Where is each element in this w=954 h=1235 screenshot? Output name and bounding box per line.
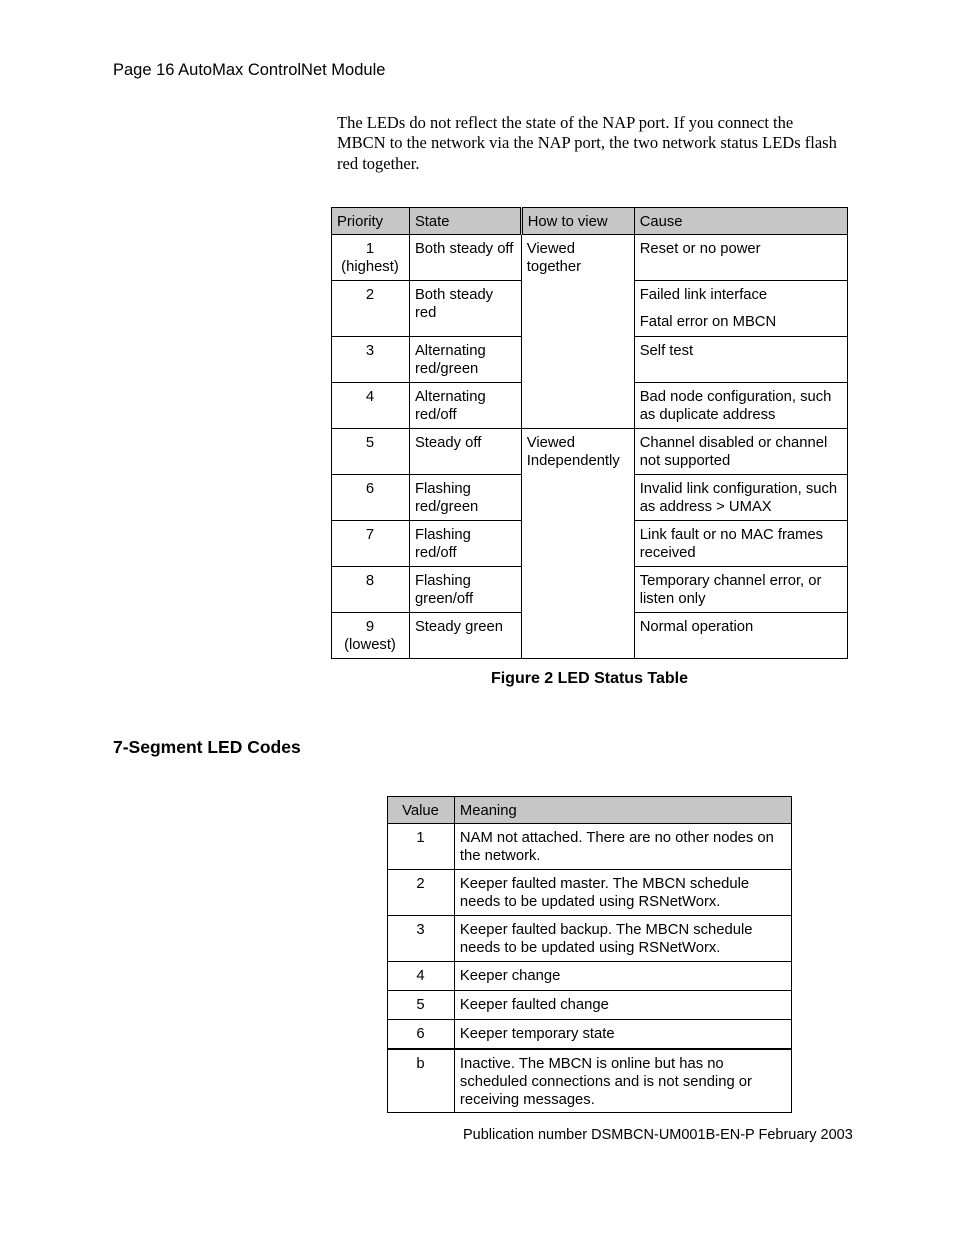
- meaning-cell: NAM not attached. There are no other nodes on the network.: [454, 824, 791, 870]
- led-status-table: [331, 207, 848, 659]
- column-header-cause: Cause: [634, 208, 847, 235]
- state-cell: Flashing red/off: [409, 521, 521, 567]
- column-header-how-to-view: How to view: [521, 208, 634, 235]
- priority-cell: 5: [332, 429, 410, 475]
- table-row: [388, 1020, 792, 1049]
- value-cell: 1: [388, 824, 455, 870]
- cause-cell: Reset or no power: [634, 235, 847, 281]
- value-cell: b: [388, 1049, 455, 1113]
- state-cell: Steady green: [409, 613, 521, 659]
- table-row: [388, 1049, 792, 1113]
- state-cell: Alternating red/green: [409, 337, 521, 383]
- cause-cell: Temporary channel error, or listen only: [634, 567, 847, 613]
- segment-led-codes-table: [387, 796, 792, 1113]
- led-table-header-row: [332, 208, 848, 235]
- table-row: [388, 916, 792, 962]
- cause-cell: Failed link interface Fatal error on MBCN: [634, 281, 847, 337]
- section-heading: 7-Segment LED Codes: [113, 737, 301, 757]
- value-cell: 5: [388, 991, 455, 1020]
- table-row: [388, 870, 792, 916]
- priority-cell: 3: [332, 337, 410, 383]
- state-cell: Both steady red: [409, 281, 521, 337]
- seg-table-header-row: [388, 797, 792, 824]
- table-row: [388, 991, 792, 1020]
- column-header-state: State: [409, 208, 521, 235]
- meaning-cell: Keeper faulted backup. The MBCN schedule needs to be updated using RSNetWorx.: [454, 916, 791, 962]
- value-cell: 6: [388, 1020, 455, 1049]
- meaning-cell: Keeper faulted master. The MBCN schedule needs to be updated using RSNetWorx.: [454, 870, 791, 916]
- state-cell: Flashing green/off: [409, 567, 521, 613]
- table-row: [332, 429, 848, 475]
- meaning-cell: Keeper change: [454, 962, 791, 991]
- figure-caption: Figure 2 LED Status Table: [490, 670, 689, 687]
- priority-cell: 1 (highest): [332, 235, 410, 281]
- priority-cell: 4: [332, 383, 410, 429]
- priority-cell: 9 (lowest): [332, 613, 410, 659]
- column-header-meaning: Meaning: [454, 797, 791, 824]
- value-cell: 4: [388, 962, 455, 991]
- priority-cell: 2: [332, 281, 410, 337]
- cause-cell: Channel disabled or channel not supported: [634, 429, 847, 475]
- priority-cell: 8: [332, 567, 410, 613]
- meaning-cell: Keeper faulted change: [454, 991, 791, 1020]
- table-row: [388, 824, 792, 870]
- column-header-value: Value: [388, 797, 455, 824]
- value-cell: 3: [388, 916, 455, 962]
- cause-cell: Invalid link configuration, such as address > UMAX: [634, 475, 847, 521]
- state-cell: Steady off: [409, 429, 521, 475]
- priority-cell: 7: [332, 521, 410, 567]
- meaning-cell: Inactive. The MBCN is online but has no scheduled connections and is not sending or receiving messages.: [454, 1049, 791, 1113]
- page-header: Page 16 AutoMax ControlNet Module: [113, 61, 386, 79]
- cause-cell: Self test: [634, 337, 847, 383]
- table-row: [332, 235, 848, 281]
- state-cell: Flashing red/green: [409, 475, 521, 521]
- intro-paragraph: The LEDs do not reflect the state of the NAP port. If you connect the MBCN to the network via the NAP port, the two network status LEDs flash red together.: [337, 113, 837, 173]
- table-row: [388, 962, 792, 991]
- cause-cell: Normal operation: [634, 613, 847, 659]
- cause-cell: Link fault or no MAC frames received: [634, 521, 847, 567]
- how-to-view-cell: Viewed together: [521, 235, 634, 429]
- value-cell: 2: [388, 870, 455, 916]
- cause-cell: Bad node configuration, such as duplicate address: [634, 383, 847, 429]
- meaning-cell: Keeper temporary state: [454, 1020, 791, 1049]
- state-cell: Both steady off: [409, 235, 521, 281]
- state-cell: Alternating red/off: [409, 383, 521, 429]
- publication-footer: Publication number DSMBCN-UM001B-EN-P February 2003: [463, 1127, 853, 1143]
- how-to-view-cell: Viewed Independently: [521, 429, 634, 659]
- column-header-priority: Priority: [332, 208, 410, 235]
- priority-cell: 6: [332, 475, 410, 521]
